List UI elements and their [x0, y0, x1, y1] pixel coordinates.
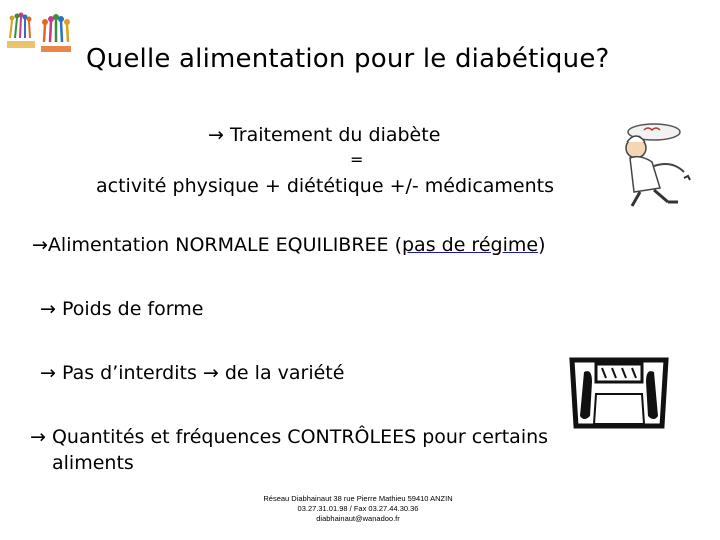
- bullet-normal-diet-text: Alimentation NORMALE EQUILIBREE (: [47, 234, 402, 256]
- footer-phone: 03.27.31.01.98 / Fax 03.27.44.30.36: [297, 504, 419, 513]
- chef-clipart: [610, 118, 712, 210]
- arrow-icon: →: [208, 124, 224, 146]
- diabhainaut-logo: [6, 8, 36, 50]
- arrow-icon: →: [40, 298, 56, 320]
- bullet-no-forbidden-text: Pas d’interdits → de la variété: [55, 362, 345, 384]
- bullet-controlled-quantities-cont: aliments: [52, 452, 134, 474]
- footer-email: diabhainaut@wanadoo.fr: [316, 514, 400, 523]
- treatment-text: Traitement du diabète: [223, 124, 441, 146]
- footer-address: Réseau Diabhainaut 38 rue Pierre Mathieu 59410 ANZIN: [263, 494, 453, 503]
- no-diet-link-text: pas de régime: [402, 234, 539, 256]
- arrow-icon: →: [40, 362, 56, 384]
- slide-title: Quelle alimentation pour le diabétique?: [86, 44, 610, 74]
- arrow-icon: →: [32, 234, 48, 256]
- bullet-controlled-quantities: [30, 426, 548, 448]
- bullet-controlled-quantities-text: Quantités et fréquences CONTRÔLEES pour certains: [45, 426, 549, 448]
- bullet-healthy-weight-text: Poids de forme: [55, 298, 204, 320]
- arrow-icon: →: [30, 426, 46, 448]
- bathroom-scale-clipart: [566, 354, 672, 430]
- footer-contact: [200, 494, 516, 524]
- repartage-logo: [38, 10, 74, 56]
- bullet-normal-diet-close: ): [538, 234, 546, 256]
- treatment-components: activité physique + diététique +/- médicaments: [96, 175, 554, 197]
- bullet-healthy-weight: [40, 298, 203, 320]
- treatment-line: [208, 124, 440, 146]
- equals-sign: =: [350, 150, 364, 169]
- bullet-normal-diet: [32, 234, 545, 256]
- bullet-no-forbidden: [40, 362, 344, 384]
